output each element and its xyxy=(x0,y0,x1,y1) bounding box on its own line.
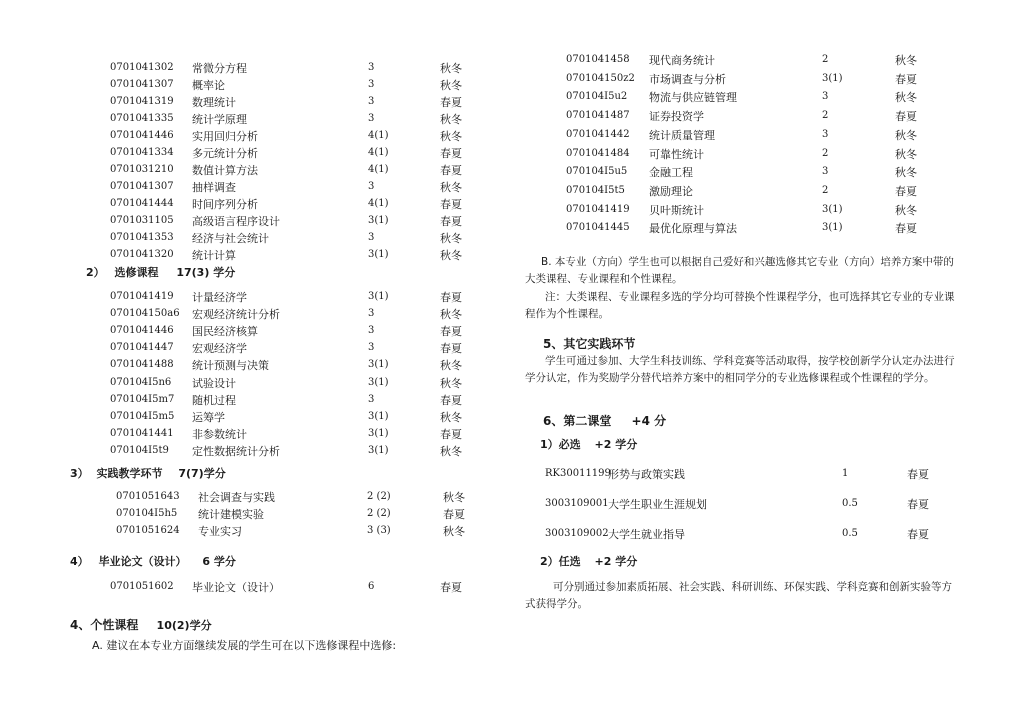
course-credit: 3(1) xyxy=(368,291,389,302)
course-name: 试验设计 xyxy=(192,376,236,390)
course-name: 市场调查与分析 xyxy=(649,72,726,86)
section-title: 实践教学环节 xyxy=(96,467,163,480)
course-term: 春夏 xyxy=(895,184,917,198)
course-name: 概率论 xyxy=(192,79,225,92)
course-name: 统计学原理 xyxy=(192,113,247,126)
course-name: 非参数统计 xyxy=(192,427,247,441)
course-term: 秋冬 xyxy=(895,203,917,217)
course-name: 高级语言程序设计 xyxy=(192,215,280,228)
table-row xyxy=(0,110,1024,126)
sub-credit: +2 学分 xyxy=(594,438,638,451)
course-credit: 6 xyxy=(368,581,375,592)
course-name: 专业实习 xyxy=(198,525,242,538)
course-name: 统计预测与决策 xyxy=(192,359,269,373)
course-name: 国民经济核算 xyxy=(192,325,258,339)
course-code: 070104I5t9 xyxy=(110,444,169,456)
course-credit: 2 xyxy=(822,147,829,159)
course-name: 抽样调查 xyxy=(192,181,236,194)
table-row xyxy=(0,581,520,597)
course-credit: 4(1) xyxy=(368,147,389,158)
course-term: 秋冬 xyxy=(895,54,917,67)
course-name: 运筹学 xyxy=(192,410,225,424)
course-code: 070104I5u5 xyxy=(566,166,628,178)
table-row xyxy=(0,54,1024,70)
course-name: 实用回归分析 xyxy=(192,130,258,143)
table-row xyxy=(0,498,1024,514)
course-code: 0701031210 xyxy=(110,164,174,175)
course-term: 秋冬 xyxy=(895,91,917,105)
other-practice-paragraph: 学生可通过参加、大学生科技训练、学科竞赛等活动取得，按学校创新学分认定办法进行学分认定，作为奖励学分替代培养方案中的相同学分的专业选修课程或个性课程的学分。 xyxy=(525,355,955,384)
course-name: 证券投资学 xyxy=(649,110,704,124)
course-credit: 3(1) xyxy=(822,72,843,84)
course-term: 秋冬 xyxy=(440,62,462,75)
course-code: 0701041447 xyxy=(110,342,174,354)
course-term: 春夏 xyxy=(440,147,462,160)
course-code: 0701041484 xyxy=(566,147,630,159)
course-term: 春夏 xyxy=(440,427,462,441)
course-name: 统计建模实验 xyxy=(198,508,264,521)
course-code: 070104I5h5 xyxy=(116,508,178,519)
course-credit: 3 xyxy=(368,342,375,354)
course-credit: 3 xyxy=(822,91,829,103)
table-row xyxy=(0,204,1024,220)
course-credit: 3(1) xyxy=(368,427,389,439)
elective-subheading xyxy=(540,555,637,569)
course-term: 春夏 xyxy=(440,393,462,407)
table-row xyxy=(0,394,520,410)
course-credit: 3 xyxy=(822,166,829,178)
table-row xyxy=(0,129,1024,145)
course-credit: 2 (2) xyxy=(367,508,391,519)
course-term: 春夏 xyxy=(440,164,462,177)
course-credit: 2 xyxy=(822,110,829,122)
course-credit: 4(1) xyxy=(368,130,389,141)
course-name: 最优化原理与算法 xyxy=(649,222,737,236)
course-credit: 3 xyxy=(368,325,375,337)
course-code: 070104I5t5 xyxy=(566,184,625,196)
table-row xyxy=(0,411,520,427)
table-row xyxy=(0,468,1024,484)
course-code: 070104I5m7 xyxy=(110,393,175,405)
table-row xyxy=(0,91,1024,107)
course-term: 秋冬 xyxy=(440,444,462,458)
course-code: 0701031105 xyxy=(110,215,174,226)
course-code: 0701041353 xyxy=(110,232,174,243)
course-code: 0701041334 xyxy=(110,147,174,158)
section-credit: 7(7)学分 xyxy=(178,467,226,480)
course-code: 0701041441 xyxy=(110,427,174,439)
section-number: 2） xyxy=(86,266,105,279)
course-code: 070104I5n6 xyxy=(110,376,172,388)
course-name: 定性数据统计分析 xyxy=(192,444,280,458)
sub-credit: +2 学分 xyxy=(594,555,638,568)
course-term: 秋冬 xyxy=(440,376,462,390)
course-name: 统计质量管理 xyxy=(649,128,715,142)
course-term: 秋冬 xyxy=(440,249,462,262)
personal-courses-heading xyxy=(70,616,212,633)
second-classroom-heading xyxy=(543,412,666,429)
table-row xyxy=(0,249,520,265)
course-term: 春夏 xyxy=(440,96,462,109)
course-code: 070104150z2 xyxy=(566,72,635,84)
heading-title: 6、第二课堂 xyxy=(543,414,612,428)
course-credit: 3 xyxy=(368,181,375,192)
course-credit: 2 xyxy=(822,184,829,196)
table-row xyxy=(0,445,520,461)
course-code: 0701041446 xyxy=(110,130,174,141)
course-term: 秋冬 xyxy=(443,491,465,504)
course-name: 现代商务统计 xyxy=(649,54,715,67)
course-credit: 3(1) xyxy=(822,222,843,234)
course-name: 多元统计分析 xyxy=(192,147,258,160)
course-credit: 3 xyxy=(822,128,829,140)
course-name: 随机过程 xyxy=(192,393,236,407)
activity-credit: 0.5 xyxy=(842,528,858,539)
heading-title: 4、个性课程 xyxy=(70,618,139,632)
table-row xyxy=(0,73,1024,89)
course-code: 070104I5u2 xyxy=(566,91,628,103)
table-row xyxy=(0,291,520,307)
course-term: 秋冬 xyxy=(440,130,462,143)
course-term: 秋冬 xyxy=(440,181,462,194)
course-term: 秋冬 xyxy=(895,147,917,161)
activity-term: 春夏 xyxy=(907,528,929,541)
course-code: 0701041487 xyxy=(566,110,630,122)
activity-code: 3003109001 xyxy=(545,498,609,509)
heading-credit: 10(2)学分 xyxy=(156,619,212,632)
course-name: 数理统计 xyxy=(192,96,236,109)
activity-name: 大学生就业指导 xyxy=(608,528,685,541)
course-term: 秋冬 xyxy=(440,359,462,373)
course-code: 0701041488 xyxy=(110,359,174,371)
activity-term: 春夏 xyxy=(907,498,929,511)
course-term: 春夏 xyxy=(443,508,465,521)
note-paragraph: 注：大类课程、专业课程多选的学分均可替换个性课程学分，也可选择其它专业的专业课程作为个性课程。 xyxy=(525,291,955,320)
course-code: 070104I5m5 xyxy=(110,410,175,422)
activity-term: 春夏 xyxy=(907,468,929,481)
course-term: 春夏 xyxy=(440,215,462,228)
sub-title: 2）任选 xyxy=(540,555,581,568)
course-credit: 3(1) xyxy=(368,215,389,226)
table-row xyxy=(0,359,520,375)
course-code: 0701051643 xyxy=(116,491,180,502)
course-code: 0701041446 xyxy=(110,325,174,337)
section-credit: 6 学分 xyxy=(202,555,236,568)
activity-name: 大学生职业生涯规划 xyxy=(608,498,707,511)
course-term: 春夏 xyxy=(895,72,917,86)
course-credit: 2 (2) xyxy=(367,491,391,502)
course-credit: 3 (3) xyxy=(367,525,391,536)
course-name: 统计计算 xyxy=(192,249,236,262)
course-term: 春夏 xyxy=(895,110,917,124)
table-row xyxy=(0,222,1024,238)
course-term: 秋冬 xyxy=(440,79,462,92)
activity-code: 3003109002 xyxy=(545,528,609,539)
section-thesis-heading xyxy=(70,555,236,569)
suggestion-paragraph-a: A. 建议在本专业方面继续发展的学生可在以下选修课程中选修: xyxy=(92,639,397,652)
course-name: 时间序列分析 xyxy=(192,198,258,211)
course-code: 0701041335 xyxy=(110,113,174,124)
course-credit: 3 xyxy=(368,113,375,124)
course-term: 秋冬 xyxy=(895,128,917,142)
elective-paragraph: 可分别通过参加素质拓展、社会实践、科研训练、环保实践、学科竞赛和创新实验等方式获得学分。 xyxy=(525,581,952,610)
section-credit: 17(3) 学分 xyxy=(176,266,236,279)
table-row xyxy=(0,148,1024,164)
course-credit: 3 xyxy=(368,79,375,90)
course-code: 0701041302 xyxy=(110,62,174,73)
course-code: 0701041307 xyxy=(110,181,174,192)
section-elective-heading xyxy=(86,266,235,280)
course-code: 0701041307 xyxy=(110,79,174,90)
course-name: 激励理论 xyxy=(649,184,693,198)
course-term: 春夏 xyxy=(440,342,462,356)
table-row xyxy=(0,377,520,393)
course-code: 0701041320 xyxy=(110,249,174,260)
course-credit: 3(1) xyxy=(368,410,389,422)
course-term: 春夏 xyxy=(440,291,462,304)
course-term: 秋冬 xyxy=(440,410,462,424)
section-title: 毕业论文（设计） xyxy=(98,555,187,568)
required-subheading xyxy=(540,438,637,452)
course-name: 宏观经济统计分析 xyxy=(192,308,280,322)
course-name: 金融工程 xyxy=(649,166,693,180)
course-name: 贝叶斯统计 xyxy=(649,203,704,217)
section-number: 3） xyxy=(70,467,89,480)
course-code: 0701041458 xyxy=(566,54,630,65)
course-name: 数值计算方法 xyxy=(192,164,258,177)
course-credit: 3 xyxy=(368,62,375,73)
sub-title: 1）必选 xyxy=(540,438,581,451)
course-code: 0701041444 xyxy=(110,198,174,209)
course-credit: 2 xyxy=(822,54,829,65)
activity-credit: 0.5 xyxy=(842,498,858,509)
table-row xyxy=(0,342,520,358)
course-term: 秋冬 xyxy=(440,113,462,126)
activity-code: RK30011199 xyxy=(545,468,611,479)
course-credit: 3(1) xyxy=(368,359,389,371)
course-credit: 3 xyxy=(368,96,375,107)
course-code: 0701041419 xyxy=(110,291,174,302)
course-credit: 3(1) xyxy=(368,376,389,388)
course-code: 0701041419 xyxy=(566,203,630,215)
table-row xyxy=(0,166,1024,182)
course-term: 秋冬 xyxy=(895,166,917,180)
course-name: 计量经济学 xyxy=(192,291,247,304)
course-credit: 4(1) xyxy=(368,164,389,175)
activity-credit: 1 xyxy=(842,468,849,479)
course-code: 0701051624 xyxy=(116,525,180,536)
course-credit: 3 xyxy=(368,393,375,405)
other-practice-heading: 5、其它实践环节 xyxy=(543,337,636,351)
course-code: 0701041445 xyxy=(566,222,630,234)
course-credit: 3 xyxy=(368,232,375,243)
course-name: 社会调查与实践 xyxy=(198,491,275,504)
course-name: 常微分方程 xyxy=(192,62,247,75)
course-credit: 3 xyxy=(368,308,375,320)
course-term: 春夏 xyxy=(440,581,462,594)
course-credit: 3(1) xyxy=(822,203,843,215)
suggestion-paragraph-b: B. 本专业（方向）学生也可以根据自己爱好和兴趣选修其它专业（方向）培养方案中带的大类课程、专业课程和个性课程。 xyxy=(525,256,954,285)
course-term: 秋冬 xyxy=(440,232,462,245)
table-row xyxy=(0,428,520,444)
course-name: 物流与供应链管理 xyxy=(649,91,737,105)
heading-credit: +4 分 xyxy=(631,414,667,428)
activity-name: 形势与政策实践 xyxy=(608,468,685,481)
table-row xyxy=(0,185,1024,201)
course-credit: 3(1) xyxy=(368,444,389,456)
course-term: 春夏 xyxy=(895,222,917,236)
section-title: 选修课程 xyxy=(114,266,159,279)
course-code: 0701051602 xyxy=(110,581,174,592)
course-code: 0701041319 xyxy=(110,96,174,107)
course-term: 春夏 xyxy=(440,325,462,339)
course-name: 可靠性统计 xyxy=(649,147,704,161)
course-term: 春夏 xyxy=(440,198,462,211)
table-row xyxy=(0,325,520,341)
course-name: 毕业论文（设计） xyxy=(192,581,280,594)
course-code: 070104150a6 xyxy=(110,308,180,320)
table-row xyxy=(0,528,1024,544)
course-credit: 3(1) xyxy=(368,249,389,260)
course-code: 0701041442 xyxy=(566,128,630,140)
course-credit: 4(1) xyxy=(368,198,389,209)
course-name: 宏观经济学 xyxy=(192,342,247,356)
table-row xyxy=(0,308,520,324)
course-name: 经济与社会统计 xyxy=(192,232,269,245)
course-term: 秋冬 xyxy=(440,308,462,322)
course-term: 秋冬 xyxy=(443,525,465,538)
section-number: 4） xyxy=(70,555,89,568)
